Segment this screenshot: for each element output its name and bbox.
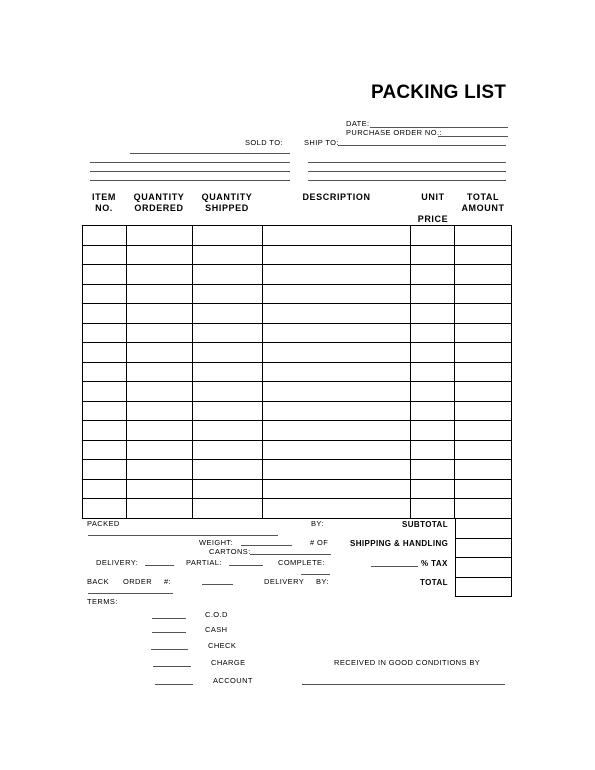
cartons-field[interactable] xyxy=(250,554,331,555)
table-cell[interactable] xyxy=(455,382,512,402)
table-row xyxy=(83,304,512,324)
table-cell[interactable] xyxy=(192,343,262,363)
table-cell[interactable] xyxy=(126,245,192,265)
totals-row xyxy=(456,577,512,597)
table-row xyxy=(83,401,512,421)
totals-row xyxy=(456,558,512,578)
table-row xyxy=(83,362,512,382)
packed-label: PACKED xyxy=(87,519,120,528)
shipping-box[interactable] xyxy=(456,538,512,558)
complete-field[interactable] xyxy=(301,574,330,575)
table-row xyxy=(83,343,512,363)
table-cell[interactable] xyxy=(83,479,127,499)
subtotal-label: SUBTOTAL xyxy=(402,520,449,529)
table-cell[interactable] xyxy=(262,284,411,304)
table-cell[interactable] xyxy=(83,284,127,304)
table-cell[interactable] xyxy=(83,343,127,363)
table-row xyxy=(83,245,512,265)
table-cell[interactable] xyxy=(411,479,455,499)
table-cell[interactable] xyxy=(83,304,127,324)
table-cell[interactable] xyxy=(455,499,512,519)
sold-to-line-3[interactable] xyxy=(90,171,290,172)
table-cell[interactable] xyxy=(455,323,512,343)
po-label: PURCHASE ORDER NO.: xyxy=(346,128,442,137)
totals-row xyxy=(456,538,512,558)
table-row xyxy=(83,499,512,519)
table-row xyxy=(83,479,512,499)
table-cell[interactable] xyxy=(192,362,262,382)
table-cell[interactable] xyxy=(83,245,127,265)
terms-cash-label: CASH xyxy=(205,625,228,634)
tax-rate-field[interactable] xyxy=(371,566,418,567)
table-row xyxy=(83,421,512,441)
table-cell[interactable] xyxy=(411,382,455,402)
table-cell[interactable] xyxy=(192,304,262,324)
table-row xyxy=(83,460,512,480)
table-cell[interactable] xyxy=(411,284,455,304)
back-order-line[interactable] xyxy=(88,593,173,594)
table-cell[interactable] xyxy=(192,499,262,519)
table-cell[interactable] xyxy=(192,421,262,441)
account-field[interactable] xyxy=(155,684,193,685)
tax-box[interactable] xyxy=(456,558,512,578)
partial-field[interactable] xyxy=(229,565,263,566)
hash-label: #: xyxy=(164,577,172,586)
table-cell[interactable] xyxy=(126,421,192,441)
items-table xyxy=(82,225,512,519)
table-cell[interactable] xyxy=(83,382,127,402)
table-cell[interactable] xyxy=(262,323,411,343)
table-cell[interactable] xyxy=(83,323,127,343)
sold-to-label: SOLD TO: xyxy=(245,138,283,147)
delivery-by-label: DELIVERY xyxy=(264,577,305,586)
table-cell[interactable] xyxy=(192,401,262,421)
table-cell[interactable] xyxy=(262,401,411,421)
table-cell[interactable] xyxy=(126,265,192,285)
totals-table xyxy=(455,518,512,597)
total-box[interactable] xyxy=(456,577,512,597)
table-cell[interactable] xyxy=(262,265,411,285)
table-cell[interactable] xyxy=(455,343,512,363)
table-cell[interactable] xyxy=(83,499,127,519)
table-cell[interactable] xyxy=(192,323,262,343)
table-cell[interactable] xyxy=(262,245,411,265)
table-cell[interactable] xyxy=(411,245,455,265)
page-title: PACKING LIST xyxy=(371,82,507,103)
terms-account-label: ACCOUNT xyxy=(213,676,253,685)
table-cell[interactable] xyxy=(411,265,455,285)
table-cell[interactable] xyxy=(83,460,127,480)
col-unit: UNIT xyxy=(421,192,445,202)
charge-field[interactable] xyxy=(153,666,191,667)
table-cell[interactable] xyxy=(262,343,411,363)
table-cell[interactable] xyxy=(83,265,127,285)
table-cell[interactable] xyxy=(126,460,192,480)
table-cell[interactable] xyxy=(192,245,262,265)
table-cell[interactable] xyxy=(83,440,127,460)
table-cell[interactable] xyxy=(455,265,512,285)
complete-label: COMPLETE: xyxy=(278,558,325,567)
table-cell[interactable] xyxy=(455,226,512,246)
tax-label: % TAX xyxy=(421,559,448,568)
cod-field[interactable] xyxy=(152,618,186,619)
table-cell[interactable] xyxy=(126,440,192,460)
table-cell[interactable] xyxy=(83,362,127,382)
table-cell[interactable] xyxy=(411,460,455,480)
check-field[interactable] xyxy=(151,649,188,650)
table-cell[interactable] xyxy=(126,323,192,343)
terms-check-label: CHECK xyxy=(208,641,237,650)
table-cell[interactable] xyxy=(126,382,192,402)
table-cell[interactable] xyxy=(455,284,512,304)
table-cell[interactable] xyxy=(126,304,192,324)
sold-to-line-1[interactable] xyxy=(130,153,290,154)
col-item-no: ITEM NO. xyxy=(92,192,116,213)
sold-to-line-2[interactable] xyxy=(90,162,290,163)
table-cell[interactable] xyxy=(411,362,455,382)
weight-field[interactable] xyxy=(241,545,292,546)
table-cell[interactable] xyxy=(411,323,455,343)
col-total-amount: TOTAL AMOUNT xyxy=(461,192,505,213)
ship-to-label: SHIP TO: xyxy=(304,138,339,147)
partial-label: PARTIAL: xyxy=(186,558,222,567)
table-cell[interactable] xyxy=(411,343,455,363)
table-cell[interactable] xyxy=(192,265,262,285)
col-qty-shipped: QUANTITY SHIPPED xyxy=(201,192,253,213)
table-row xyxy=(83,382,512,402)
terms-cod-label: C.O.D xyxy=(205,610,228,619)
cash-field[interactable] xyxy=(152,632,186,633)
table-row xyxy=(83,440,512,460)
col-price: PRICE xyxy=(417,214,449,224)
table-cell[interactable] xyxy=(262,304,411,324)
table-cell[interactable] xyxy=(192,382,262,402)
table-cell[interactable] xyxy=(126,499,192,519)
table-cell[interactable] xyxy=(455,479,512,499)
num-of-label: # OF xyxy=(310,538,329,547)
table-cell[interactable] xyxy=(455,401,512,421)
by-label: BY: xyxy=(311,519,324,528)
table-cell[interactable] xyxy=(262,440,411,460)
table-cell[interactable] xyxy=(262,460,411,480)
delivery-label: DELIVERY: xyxy=(96,558,139,567)
table-cell[interactable] xyxy=(83,421,127,441)
table-cell[interactable] xyxy=(455,460,512,480)
table-cell[interactable] xyxy=(83,226,127,246)
terms-charge-label: CHARGE xyxy=(211,658,246,667)
back-order-field[interactable] xyxy=(202,584,233,585)
date-label: DATE: xyxy=(346,119,370,128)
table-cell[interactable] xyxy=(411,226,455,246)
packed-line[interactable] xyxy=(88,535,278,536)
table-row xyxy=(83,226,512,246)
delivery-field[interactable] xyxy=(145,565,174,566)
table-cell[interactable] xyxy=(126,343,192,363)
table-cell[interactable] xyxy=(126,284,192,304)
cartons-label: CARTONS: xyxy=(209,547,251,556)
table-cell[interactable] xyxy=(411,440,455,460)
table-cell[interactable] xyxy=(126,226,192,246)
table-cell[interactable] xyxy=(262,382,411,402)
ship-to-line-2[interactable] xyxy=(308,162,506,163)
table-cell[interactable] xyxy=(192,460,262,480)
po-field[interactable] xyxy=(438,136,508,137)
table-cell[interactable] xyxy=(192,440,262,460)
table-cell[interactable] xyxy=(126,362,192,382)
table-cell[interactable] xyxy=(455,304,512,324)
ship-to-line-4[interactable] xyxy=(308,180,506,181)
table-cell[interactable] xyxy=(192,226,262,246)
totals-row xyxy=(456,519,512,539)
subtotal-box[interactable] xyxy=(456,519,512,539)
received-label: RECEIVED IN GOOD CONDITIONS BY xyxy=(334,658,481,667)
table-cell[interactable] xyxy=(455,245,512,265)
table-cell[interactable] xyxy=(411,421,455,441)
table-row xyxy=(83,323,512,343)
table-cell[interactable] xyxy=(262,362,411,382)
order-label: ORDER xyxy=(123,577,153,586)
table-cell[interactable] xyxy=(455,362,512,382)
table-cell[interactable] xyxy=(411,499,455,519)
terms-label: TERMS: xyxy=(87,597,118,606)
back-label: BACK xyxy=(87,577,110,586)
delivery-by-colon-label: BY: xyxy=(316,577,329,586)
ship-to-line-1[interactable] xyxy=(338,145,506,146)
sold-to-line-4[interactable] xyxy=(90,180,290,181)
table-cell[interactable] xyxy=(262,226,411,246)
shipping-handling-label: SHIPPING & HANDLING xyxy=(350,539,449,548)
table-cell[interactable] xyxy=(262,479,411,499)
table-cell[interactable] xyxy=(262,421,411,441)
col-description: DESCRIPTION xyxy=(302,192,371,202)
table-cell[interactable] xyxy=(262,499,411,519)
table-cell[interactable] xyxy=(126,401,192,421)
weight-label: WEIGHT: xyxy=(199,538,234,547)
table-cell[interactable] xyxy=(192,284,262,304)
table-cell[interactable] xyxy=(411,401,455,421)
table-cell[interactable] xyxy=(455,421,512,441)
table-cell[interactable] xyxy=(126,479,192,499)
ship-to-line-3[interactable] xyxy=(308,171,506,172)
total-label: TOTAL xyxy=(420,578,448,587)
received-signature-line[interactable] xyxy=(302,684,505,685)
table-cell[interactable] xyxy=(83,401,127,421)
table-cell[interactable] xyxy=(411,304,455,324)
table-row xyxy=(83,265,512,285)
table-cell[interactable] xyxy=(455,440,512,460)
col-qty-ordered: QUANTITY ORDERED xyxy=(133,192,185,213)
table-cell[interactable] xyxy=(192,479,262,499)
table-row xyxy=(83,284,512,304)
